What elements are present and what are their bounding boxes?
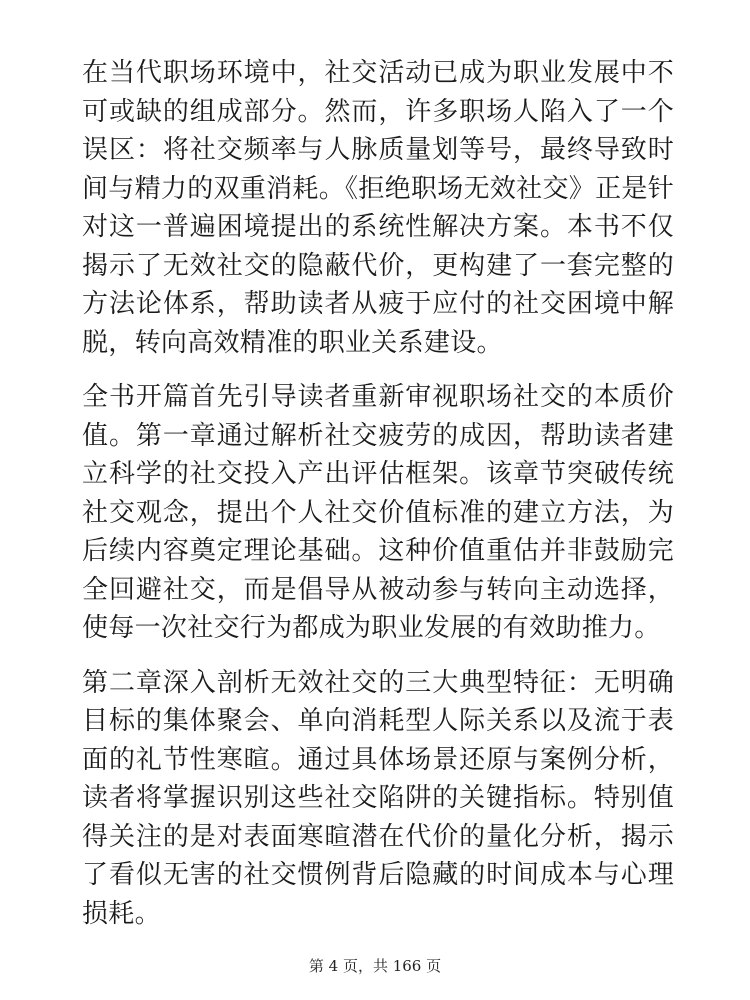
paragraph-1: 在当代职场环境中，社交活动已成为职业发展中不可或缺的组成部分。然而，许多职场人陷入了一个误区：将社交频率与人脉质量划等号，最终导致时间与精力的双重消耗。《拒绝职场无效社交》正是针对这一普遍困境提出的系统性解决方案。本书不仅揭示了无效社交的隐蔽代价，更构建了一套完整的方法论体系，帮助读者从疲于应付的社交困境中解脱，转向高效精准的职业关系建设。 xyxy=(82,58,674,358)
paragraph-3: 第二章深入剖析无效社交的三大典型特征：无明确目标的集体聚会、单向消耗型人际关系以及流于表面的礼节性寒暄。通过具体场景还原与案例分析，读者将掌握识别这些社交陷阱的关键指标。特别值得关注的是对表面寒暄潜在代价的量化分析，揭示了看似无害的社交惯例背后隐藏的时间成本与心理损耗。 xyxy=(82,667,674,929)
paragraph-2: 全书开篇首先引导读者重新审视职场社交的本质价值。第一章通过解析社交疲劳的成因，帮助读者建立科学的社交投入产出评估框架。该章节突破传统社交观念，提出个人社交价值标准的建立方法，为后续内容奠定理论基础。这种价值重估并非鼓励完全回避社交，而是倡导从被动参与转向主动选择，使每一次社交行为都成为职业发展的有效助推力。 xyxy=(82,382,674,643)
body-text xyxy=(82,54,674,949)
page-number-footer: 第 4 页，共 166 页 xyxy=(308,957,442,975)
